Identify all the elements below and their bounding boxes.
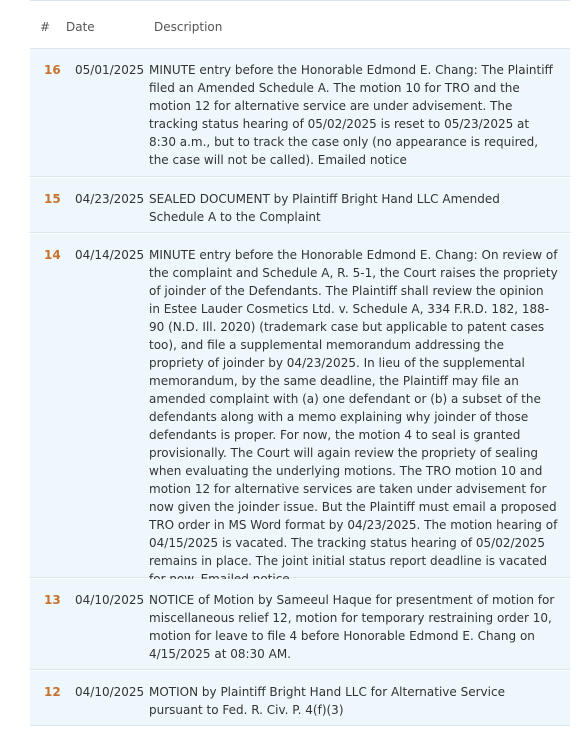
entry-number[interactable]: 12 [44, 685, 61, 699]
entry-date: 04/14/2025 [75, 248, 145, 262]
table-header [30, 0, 570, 49]
entry-description: MINUTE entry before the Honorable Edmond E. Chang: The Plaintiff filed an Amended Schedule A. The motion 10 for TRO and the motion 12 for alternative service are under advisement. The tracking status hearing of 05/02/2025 is reset to 05/23/2025 at 8:30 a.m., but to track the case only (no appearance is required, the case will not be called). Emailed notice [149, 63, 553, 167]
entry-description: SEALED DOCUMENT by Plaintiff Bright Hand LLC Amended Schedule A to the Complaint [149, 192, 500, 224]
table-row [30, 234, 570, 578]
header-date: Date [66, 20, 95, 34]
entry-description: NOTICE of Motion by Sameeul Haque for presentment of motion for miscellaneous relief 12, motion for temporary restraining order 10, motion for leave to file 4 before Honorable Edmond E. Chang on 4/15/2025 at 08:30 AM. [149, 593, 555, 661]
entry-date: 04/10/2025 [75, 685, 145, 699]
entry-number[interactable]: 16 [44, 63, 61, 77]
header-number: # [40, 20, 51, 34]
table-row [30, 49, 570, 177]
table-row [30, 178, 570, 233]
header-description: Description [154, 20, 223, 34]
entry-description: MINUTE entry before the Honorable Edmond E. Chang: On review of the complaint and Schedule A, R. 5-1, the Court raises the propriety of joinder of the Defendants. The Plaintiff shall review the opinion in Estee Lauder Cosmetics Ltd. v. Schedule A, 334 F.R.D. 182, 188-90 (N.D. Ill. 2020) (trademark case but applicable to patent cases too), and file a supplemental memorandum addressing the propriety of joinder by 04/23/2025. In lieu of the supplemental memorandum, by the same deadline, the Plaintiff may file an amended complaint with (a) one defendant or (b) a subset of the defendants along with a memo explaining why joinder of those defendants is proper. For now, the motion 4 to seal is granted provisionally. The Court will again review the propriety of sealing when evaluating the underlying motions. The TRO motion 10 and motion 12 for alternative services are taken under advisement for now given the joinder issue. But the Plaintiff must email a proposed TRO order in MS Word format by 04/23/2025. The motion hearing of 04/15/2025 is vacated. The tracking status hearing of 05/02/2025 remains in place. The joint initial status report deadline is vacated [149, 248, 558, 568]
docket-table [30, 0, 570, 726]
entry-number[interactable]: 13 [44, 593, 61, 607]
entry-date: 04/23/2025 [75, 192, 145, 206]
entry-description: MOTION by Plaintiff Bright Hand LLC for Alternative Service pursuant to Fed. R. Civ. P. 4(f)(3) [149, 685, 505, 717]
entry-date: 04/10/2025 [75, 593, 145, 607]
table-row [30, 579, 570, 670]
entry-number[interactable]: 15 [44, 192, 61, 206]
entry-date: 05/01/2025 [75, 63, 145, 77]
table-row [30, 671, 570, 726]
entry-number[interactable]: 14 [44, 248, 61, 262]
